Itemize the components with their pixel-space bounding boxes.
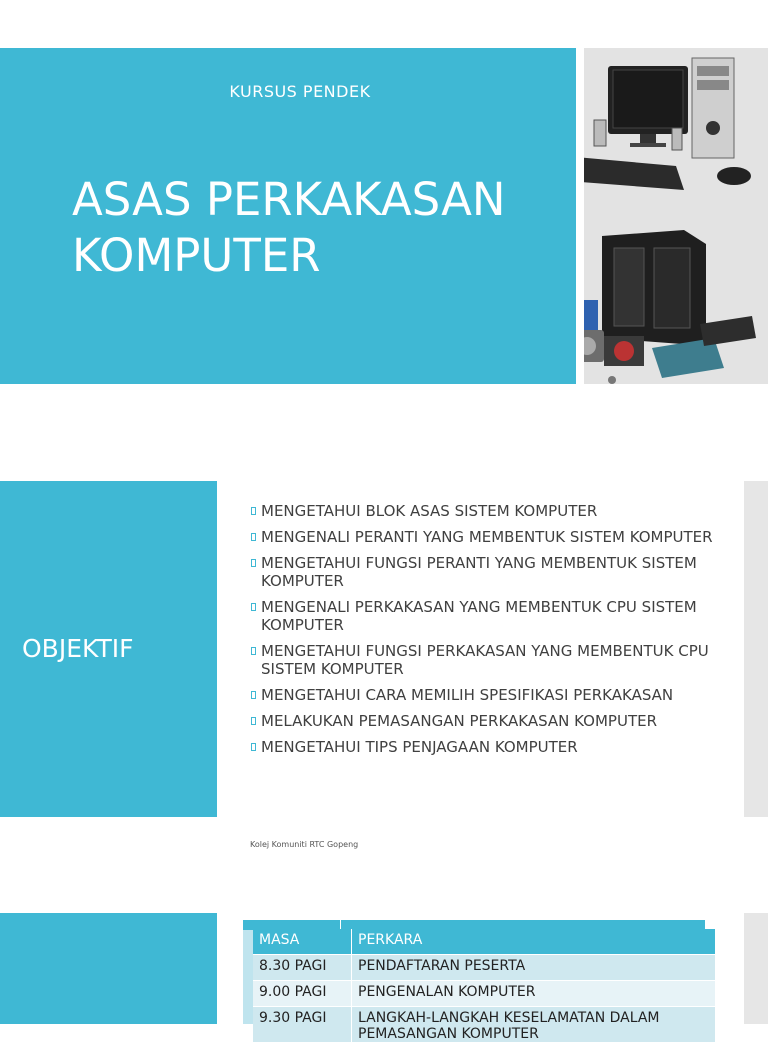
bullet-icon — [251, 507, 256, 515]
schedule-table — [253, 929, 715, 1042]
activity-cell: LANGKAH-LANGKAH KESELAMATAN DALAM PEMASANGAN KOMPUTER — [352, 1007, 716, 1042]
table-row — [253, 981, 715, 1007]
list-item: MENGETAHUI FUNGSI PERKAKASAN YANG MEMBENTUK CPU SISTEM KOMPUTER — [250, 642, 720, 678]
bullet-icon — [251, 743, 256, 751]
title-line-1: ASAS PERKAKASAN — [72, 172, 572, 228]
slide-title — [72, 172, 572, 284]
table-row — [253, 955, 715, 981]
activity-cell: PENGENALAN KOMPUTER — [352, 981, 716, 1007]
computer-illustration — [584, 48, 768, 384]
side-strip — [744, 481, 768, 817]
bullet-icon — [251, 533, 256, 541]
list-item: MELAKUKAN PEMASANGAN PERKAKASAN KOMPUTER — [250, 712, 720, 730]
bullet-icon — [251, 717, 256, 725]
bullet-icon — [251, 603, 256, 611]
time-cell: 8.30 PAGI — [253, 955, 352, 981]
list-item: MENGETAHUI CARA MEMILIH SPESIFIKASI PERKAKASAN — [250, 686, 720, 704]
computer-hardware-image — [584, 48, 768, 384]
side-strip — [744, 913, 768, 1024]
title-line-2: KOMPUTER — [72, 228, 572, 284]
course-kicker: KURSUS PENDEK — [0, 82, 600, 101]
schedule-panel — [0, 913, 217, 1024]
activity-cell: PENDAFTARAN PESERTA — [352, 955, 716, 981]
column-header-masa: MASA — [253, 929, 352, 955]
keyboard-icon — [584, 156, 684, 190]
time-cell: 9.00 PAGI — [253, 981, 352, 1007]
table-header-row — [253, 929, 715, 955]
column-header-perkara: PERKARA — [352, 929, 716, 955]
list-item: MENGETAHUI FUNGSI PERANTI YANG MEMBENTUK SISTEM KOMPUTER — [250, 554, 720, 590]
list-item: MENGETAHUI BLOK ASAS SISTEM KOMPUTER — [250, 502, 720, 520]
bullet-icon — [251, 559, 256, 567]
processor-box-icon — [584, 300, 598, 330]
mouse-icon — [717, 167, 751, 185]
bullet-icon — [251, 647, 256, 655]
list-item: MENGENALI PERANTI YANG MEMBENTUK SISTEM KOMPUTER — [250, 528, 720, 546]
slide-footer: Kolej Komuniti RTC Gopeng — [250, 840, 358, 849]
time-cell: 9.30 PAGI — [253, 1007, 352, 1042]
bullet-icon — [251, 691, 256, 699]
graphics-card-icon — [700, 316, 756, 346]
list-item: MENGETAHUI TIPS PENJAGAAN KOMPUTER — [250, 738, 720, 756]
objective-list — [250, 502, 720, 764]
table-row — [253, 1007, 715, 1042]
objective-heading: OBJEKTIF — [22, 634, 133, 663]
list-item: MENGENALI PERKAKASAN YANG MEMBENTUK CPU SISTEM KOMPUTER — [250, 598, 720, 634]
